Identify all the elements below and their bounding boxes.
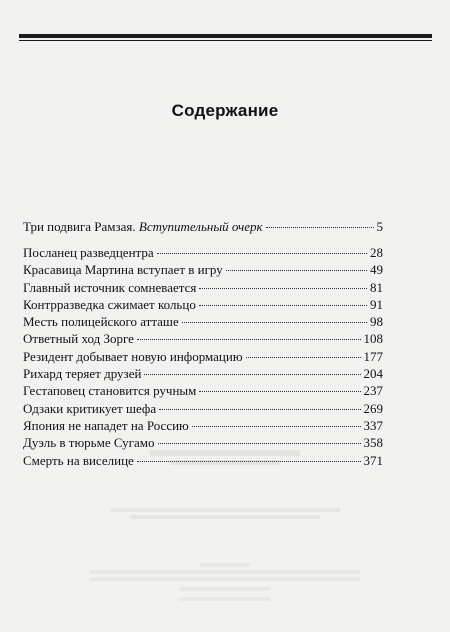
dot-leader [157, 253, 367, 254]
dot-leader [144, 374, 360, 375]
toc-page-number: 81 [370, 279, 383, 295]
dot-leader [266, 227, 374, 228]
intro-subtitle: Вступительный очерк [138, 219, 263, 234]
toc-entry-title: Посланец разведцентра [23, 245, 154, 260]
toc-page-number: 5 [376, 219, 383, 234]
toc-entry-title: Одзаки критикует шефа [23, 400, 157, 416]
toc-entry-title: Смерть на виселице [23, 452, 134, 468]
toc-page-number: 269 [363, 400, 383, 416]
toc-entry-title [23, 218, 263, 235]
toc-row [23, 313, 383, 330]
dot-leader [158, 443, 361, 444]
dot-leader [226, 270, 367, 271]
dot-leader [137, 339, 361, 340]
toc-page-number: 237 [363, 383, 383, 399]
toc-page-number: 28 [370, 245, 383, 260]
toc-page-number: 98 [370, 314, 383, 330]
show-through-block-2 [90, 505, 360, 535]
toc-entry-title: Гестаповец становится ручным [23, 383, 197, 399]
toc-row-intro [23, 218, 383, 235]
dot-leader [192, 426, 361, 427]
toc-page-number: 91 [370, 296, 383, 312]
toc-entry-title: Главный источник сомневается [23, 279, 197, 295]
toc-page-number: 337 [363, 417, 383, 433]
header-rule-thick [19, 34, 432, 38]
intro-title: Три подвига Рамзая. [23, 219, 136, 234]
toc-intro [23, 218, 383, 235]
toc-row [23, 261, 383, 278]
toc-page-number: 49 [370, 262, 383, 278]
dot-leader [199, 391, 360, 392]
toc-page-number: 177 [363, 348, 383, 364]
toc-row [23, 434, 383, 451]
toc-row [23, 400, 383, 417]
dot-leader [246, 357, 361, 358]
toc-entry-title: Месть полицейского атташе [23, 314, 179, 330]
toc-row [23, 382, 383, 399]
toc-row [23, 365, 383, 382]
toc-row [23, 279, 383, 296]
dot-leader [159, 409, 360, 410]
toc-page-number: 108 [363, 331, 383, 347]
toc-entry-title: Рихард теряет друзей [23, 366, 142, 382]
toc-row [23, 417, 383, 434]
toc-row [23, 452, 383, 469]
toc-page-number: 204 [363, 366, 383, 382]
toc-entry-title: Ответный ход Зорге [23, 331, 134, 347]
toc-row [23, 330, 383, 347]
show-through-block-3 [60, 560, 390, 620]
dot-leader [182, 322, 367, 323]
toc-row [23, 244, 383, 261]
dot-leader [199, 288, 367, 289]
toc-entry-title: Япония не нападет на Россию [23, 417, 189, 433]
header-rule-thin [19, 40, 432, 41]
toc-entry-title: Красавица Мартина вступает в игру [23, 262, 223, 278]
page-title: Содержание [171, 101, 279, 120]
toc-row [23, 296, 383, 313]
toc-row [23, 348, 383, 365]
dot-leader [199, 305, 367, 306]
toc-entry-title: Резидент добывает новую информацию [23, 348, 243, 364]
toc-list [23, 244, 383, 469]
toc-entry-title: Контрразведка сжимает кольцо [23, 296, 196, 312]
toc-entry-title: Дуэль в тюрьме Сугамо [23, 435, 155, 451]
dot-leader [137, 461, 361, 462]
toc-page-number: 371 [363, 452, 383, 468]
toc-page-number: 358 [363, 435, 383, 451]
